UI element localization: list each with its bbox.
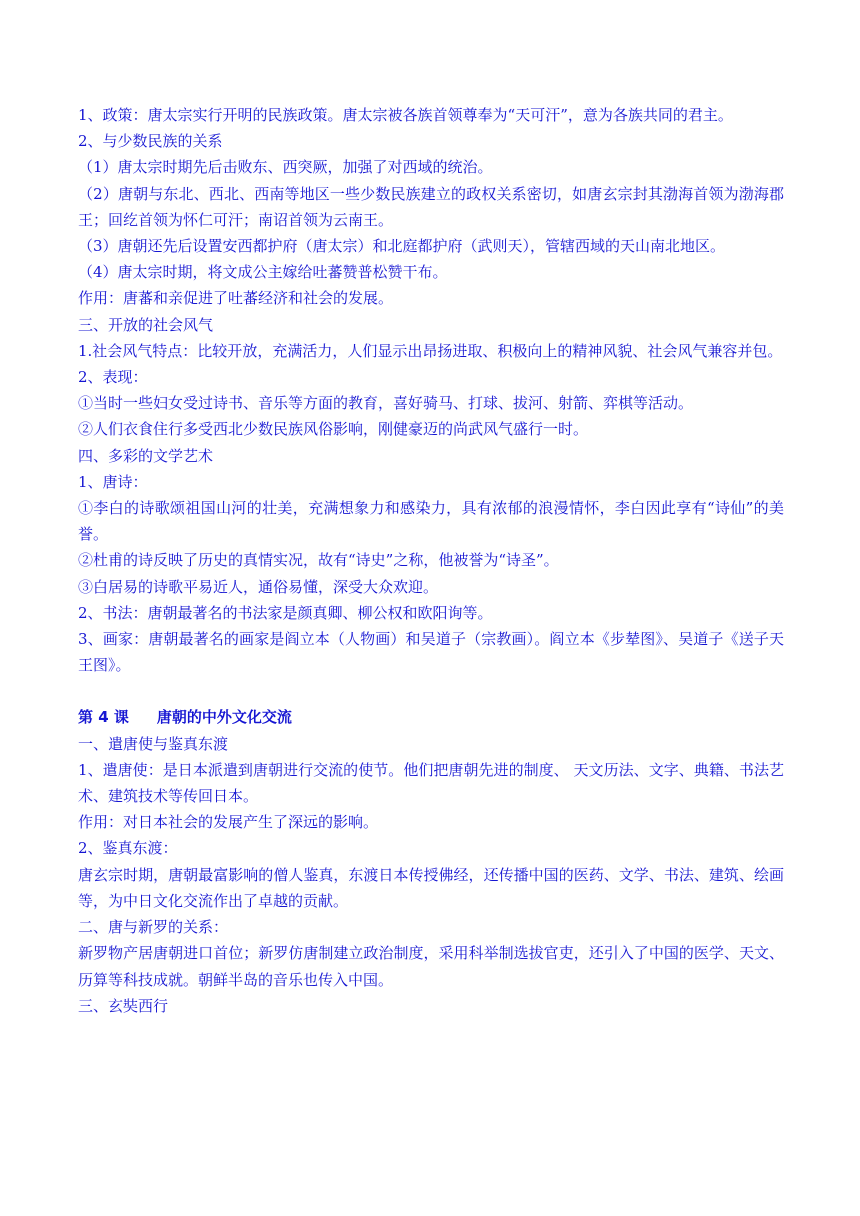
list-item-turks: （1）唐太宗时期先后击败东、西突厥，加强了对西域的统治。 (78, 158, 493, 177)
lesson-name: 唐朝的中外文化交流 (156, 708, 292, 727)
blank-line (78, 678, 784, 704)
paragraph-envoys: 1、遣唐使：是日本派遣到唐朝进行交流的使节。他们把唐朝先进的制度、 天文历法、文字、典籍、书法艺术、建筑技术等传回日本。 (78, 760, 784, 806)
paragraph-jianzhen: 唐玄宗时期，唐朝最富影响的僧人鉴真，东渡日本传授佛经，还传播中国的医药、文学、书法、建筑、绘画等，为中日文化交流作出了卓越的贡献。 (78, 865, 784, 910)
heading-jianzhen: 2、鉴真东渡： (78, 839, 178, 858)
list-item-protectorates: （3）唐朝还先后设置安西都护府（唐太宗）和北庭都护府（武则天），管辖西域的天山南北地区。 (78, 237, 726, 256)
paragraph-silla: 新罗物产居唐朝进口首位；新罗仿唐制建立政治制度，采用科举制选拔官吏，还引入了中国的医学、天文、历算等科技成就。朝鲜半岛的音乐也传入中国。 (78, 944, 784, 989)
list-item-princess-wencheng: （4）唐太宗时期，将文成公主嫁给吐蕃赞普松赞干布。 (78, 263, 448, 282)
lesson-number: 第 4 课 (78, 708, 129, 727)
lesson-title (78, 704, 784, 730)
list-item-women: ①当时一些妇女受过诗书、音乐等方面的教育，喜好骑马、打球、拔河、射箭、弈棋等活动。 (78, 394, 694, 413)
paragraph-effect-tibet: 作用：唐蕃和亲促进了吐蕃经济和社会的发展。 (78, 289, 394, 308)
heading-minority-relations: 2、与少数民族的关系 (78, 132, 223, 151)
list-item-bai-juyi: ③白居易的诗歌平易近人，通俗易懂，深受大众欢迎。 (78, 577, 439, 596)
heading-tang-poetry: 1、唐诗： (78, 472, 148, 491)
heading-manifestations: 2、表现： (78, 368, 148, 387)
paragraph-policy: 1、政策：唐太宗实行开明的民族政策。唐太宗被各族首领尊奉为“天可汗”，意为各族共同的君主。 (78, 106, 733, 124)
document-page (78, 102, 784, 1019)
heading-xuanzang: 三、玄奘西行 (78, 996, 169, 1015)
heading-envoys-jianzhen: 一、遣唐使与鉴真东渡 (78, 734, 229, 753)
heading-open-society: 三、开放的社会风气 (78, 315, 214, 334)
paragraph-calligraphy: 2、书法：唐朝最著名的书法家是颜真卿、柳公权和欧阳询等。 (78, 603, 493, 622)
paragraph-society-traits: 1.社会风气特点：比较开放，充满活力，人们显示出昂扬进取、积极向上的精神风貌、社会风气兼容并包。 (78, 341, 783, 360)
paragraph-envoys-effect: 作用：对日本社会的发展产生了深远的影响。 (78, 813, 379, 832)
list-item-du-fu: ②杜甫的诗反映了历史的真情实况，故有“诗史”之称，他被誉为“诗圣”。 (78, 551, 559, 570)
list-item-customs: ②人们衣食住行多受西北少数民族风俗影响，刚健豪迈的尚武风气盛行一时。 (78, 420, 589, 439)
list-item-li-bai: ①李白的诗歌颂祖国山河的壮美，充满想象力和感染力，具有浓郁的浪漫情怀，李白因此享有“诗仙”的美誉。 (78, 499, 784, 544)
paragraph-painters: 3、画家：唐朝最著名的画家是阎立本（人物画）和吴道子（宗教画）。阎立本《步辇图》、吴道子《送子天王图》。 (78, 630, 784, 675)
list-item-regional-relations: （2）唐朝与东北、西北、西南等地区一些少数民族建立的政权关系密切，如唐玄宗封其渤海首领为渤海郡王；回纥首领为怀仁可汗；南诏首领为云南王。 (78, 184, 784, 229)
heading-silla: 二、唐与新罗的关系： (78, 918, 229, 937)
heading-literature-art: 四、多彩的文学艺术 (78, 446, 214, 465)
